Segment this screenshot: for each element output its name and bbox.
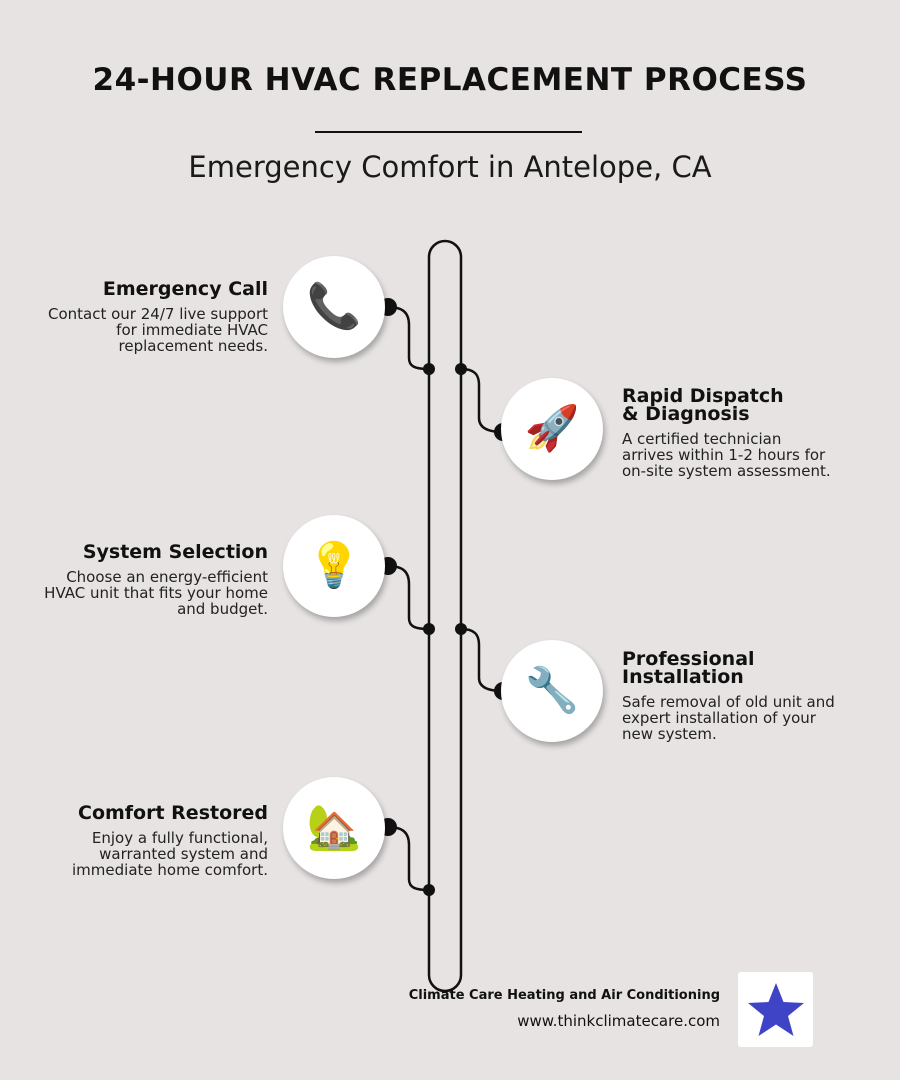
connector-step-2 <box>461 369 503 432</box>
telephone-icon: 📞 <box>306 281 362 332</box>
connector-step-4 <box>461 629 503 691</box>
step-3-icon-circle <box>283 515 385 617</box>
house-icon: 🏡 <box>306 802 362 853</box>
step-5-icon-circle <box>283 777 385 879</box>
rocket-icon: 🚀 <box>524 403 580 454</box>
company-logo <box>738 972 813 1047</box>
step-3-title: System Selection <box>82 541 268 563</box>
step-1-text <box>38 280 268 354</box>
step-4-text <box>622 650 837 742</box>
timeline-track <box>429 241 461 991</box>
step-4-icon-circle <box>501 640 603 742</box>
page-subtitle: Emergency Comfort in Antelope, CA <box>188 150 712 184</box>
connector-step-5 <box>388 827 429 890</box>
step-4-description: Safe removal of old unit and expert installation of your new system. <box>622 693 835 743</box>
step-2-icon-circle <box>501 378 603 480</box>
step-5-description: Enjoy a fully functional, warranted system and immediate home comfort. <box>72 829 268 879</box>
step-1-icon-circle <box>283 256 385 358</box>
company-name: Climate Care Heating and Air Conditioning <box>408 988 720 1003</box>
step-4-title: Professional Installation <box>622 648 755 688</box>
step-5-text <box>38 804 268 878</box>
junction-dot-step-3 <box>423 623 435 635</box>
page-title: 24-HOUR HVAC REPLACEMENT PROCESS <box>92 62 808 98</box>
star-logo-icon <box>745 979 807 1041</box>
wrench-icon: 🔧 <box>524 665 580 716</box>
step-3-description: Choose an energy-efficient HVAC unit that fits your home and budget. <box>44 568 268 618</box>
company-website-link[interactable]: www.thinkclimatecare.com <box>517 1012 720 1030</box>
junction-dot-step-2 <box>455 363 467 375</box>
step-2-description: A certified technician arrives within 1-2 hours for on-site system assessment. <box>622 430 831 480</box>
step-5-title: Comfort Restored <box>78 802 268 824</box>
connector-step-3 <box>388 566 429 629</box>
step-2-text <box>622 387 837 479</box>
step-2-title: Rapid Dispatch & Diagnosis <box>622 385 784 425</box>
step-1-title: Emergency Call <box>102 278 268 300</box>
junction-dot-step-5 <box>423 884 435 896</box>
step-3-text <box>38 543 268 617</box>
junction-dot-step-1 <box>423 363 435 375</box>
junction-dot-step-4 <box>455 623 467 635</box>
connector-step-1 <box>388 307 429 369</box>
step-1-description: Contact our 24/7 live support for immediate HVAC replacement needs. <box>48 305 268 355</box>
light-bulb-icon: 💡 <box>306 540 362 591</box>
